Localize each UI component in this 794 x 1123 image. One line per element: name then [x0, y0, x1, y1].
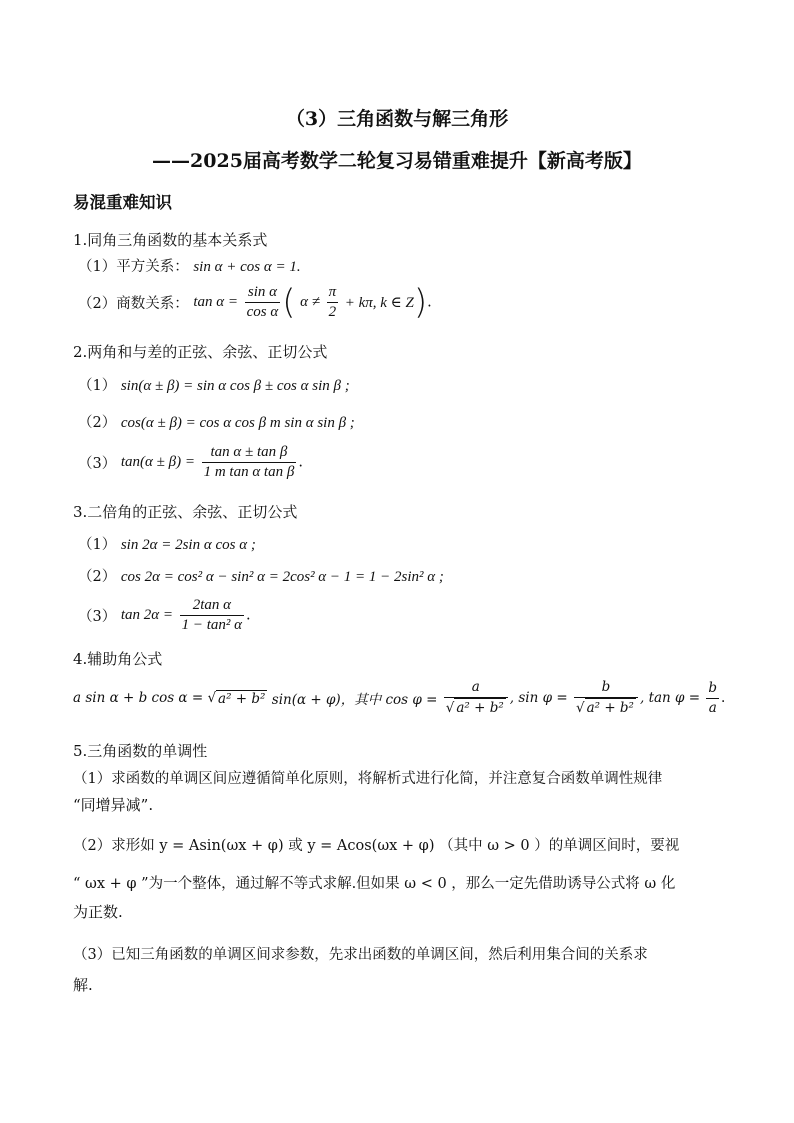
- s1-heading: 1.同角三角函数的基本关系式: [73, 231, 268, 249]
- s1-item2-cond-pre: α ≠: [300, 294, 320, 310]
- s1-item1-label: （1）平方关系：: [78, 259, 189, 275]
- text-line: 为正数.: [73, 903, 123, 921]
- s3-item3-fraction: [180, 596, 244, 635]
- text-line: “ ωx + φ ”为一个整体，通过解不等式求解.但如果 ω < 0 ，那么一定先借助诱导公式将 ω 化: [73, 876, 676, 892]
- s3-item1-formula: sin 2α = 2sin α cos α ;: [120, 537, 256, 553]
- s3-item2-label: （2）: [78, 569, 117, 585]
- s1-item2-lhs: tan α =: [193, 294, 239, 310]
- s2-item3-lhs: tan(α ± β) =: [120, 454, 195, 470]
- sqrt-icon: √: [575, 700, 585, 716]
- s1-item2-cond-fraction: [327, 283, 339, 322]
- s1-item1: [78, 255, 301, 276]
- s3-item3: [78, 596, 251, 635]
- fraction-denominator: 1 − tan² α: [181, 617, 243, 633]
- s2-item1-label: （1）: [78, 378, 117, 394]
- s1-item1-formula: sin α + cos α = 1.: [193, 259, 301, 275]
- s5-paragraph-1: [73, 769, 728, 815]
- s5-paragraph-2: [73, 836, 728, 922]
- s2-heading: 2.两角和与差的正弦、余弦、正切公式: [73, 343, 328, 361]
- s4-frac-cos: [444, 678, 508, 718]
- s2-item3-label: （3）: [78, 456, 117, 472]
- fraction-denominator: 1 m tan α tan β: [203, 464, 295, 480]
- s2-item3: [78, 443, 303, 482]
- fraction-denominator: a: [708, 699, 717, 716]
- s5-heading: 5.三角函数的单调性: [73, 742, 208, 760]
- left-paren: (: [282, 282, 296, 323]
- s2-item2-label: （2）: [78, 415, 117, 431]
- fraction-numerator: π: [327, 283, 339, 303]
- fraction-denominator: cos α: [246, 304, 279, 320]
- fraction-numerator: b: [574, 678, 638, 698]
- text-line: 解.: [73, 976, 93, 994]
- sqrt-radicand: a² + b²: [456, 700, 504, 716]
- fraction-denominator: 2: [328, 304, 337, 320]
- text-line: （3）已知三角函数的单调区间求参数，先求出函数的单调区间，然后利用集合间的关系求: [73, 947, 648, 963]
- s3-heading: 3.二倍角的正弦、余弦、正切公式: [73, 503, 298, 521]
- sqrt-icon: √: [207, 690, 217, 706]
- text-line: （1）求函数的单调区间应遵循简单化原则，将解析式进行化简，并注意复合函数单调性规律: [73, 771, 663, 787]
- document-title: （3）三角函数与解三角形: [285, 108, 509, 130]
- s3-item1-label: （1）: [78, 537, 117, 553]
- s4-frac-tan: [706, 679, 719, 718]
- s2-item1: [78, 374, 350, 395]
- s4-heading: 4.辅助角公式: [73, 650, 163, 668]
- period: .: [721, 690, 726, 706]
- s4-formula-part: a sin α + b cos α =: [73, 690, 208, 706]
- text-line: （2）求形如 y = Asin(ωx + φ) 或 y = Acos(ωx + φ) （其中 ω > 0 ）的单调区间时，要视: [73, 838, 680, 854]
- text-line: “同增异减”.: [73, 796, 154, 814]
- s5-paragraph-3: [73, 945, 728, 995]
- s3-item2: [78, 565, 444, 586]
- s4-formula-part: , sin φ =: [509, 690, 568, 706]
- section-heading: 易混重难知识: [73, 193, 172, 212]
- s4-formula: [73, 678, 725, 718]
- fraction-numerator: tan α ± tan β: [202, 443, 297, 463]
- s3-item1: [78, 533, 256, 554]
- s4-formula-part: sin(α + φ)，其中 cos φ =: [267, 692, 438, 708]
- s2-item1-formula: sin(α ± β) = sin α cos β ± cos α sin β ;: [120, 378, 350, 394]
- s1-item2-cond-post: + kπ, k ∈ Z: [344, 295, 414, 311]
- s1-item2: [78, 283, 432, 322]
- fraction-denominator: [574, 698, 638, 718]
- s1-item2-label: （2）商数关系：: [78, 296, 189, 312]
- period: .: [298, 454, 303, 471]
- s3-item3-lhs: tan 2α =: [120, 607, 174, 623]
- s3-item2-formula: cos 2α = cos² α − sin² α = 2cos² α − 1 = 1 − 2sin² α ;: [120, 569, 444, 585]
- s1-item2-fraction: [245, 283, 281, 322]
- fraction-numerator: b: [706, 679, 719, 699]
- right-paren: ): [413, 282, 428, 323]
- s4-frac-sin: [574, 678, 638, 718]
- sqrt-radicand: a² + b²: [586, 700, 634, 716]
- s2-item3-fraction: [202, 443, 297, 482]
- fraction-numerator: 2tan α: [180, 596, 244, 616]
- period: .: [246, 607, 251, 624]
- fraction-numerator: a: [444, 678, 508, 698]
- sqrt-icon: √: [445, 700, 455, 716]
- s3-item3-label: （3）: [78, 609, 117, 625]
- s4-formula-part: , tan φ =: [639, 690, 701, 706]
- s4-sqrt-radicand: a² + b²: [218, 690, 266, 707]
- fraction-denominator: [444, 698, 508, 718]
- fraction-numerator: sin α: [245, 283, 281, 303]
- s2-item2: [78, 411, 355, 432]
- period: .: [427, 294, 432, 311]
- s2-item2-formula: cos(α ± β) = cos α cos β m sin α sin β ;: [120, 415, 355, 431]
- document-subtitle: ——2025届高考数学二轮复习易错重难提升【新高考版】: [152, 150, 642, 172]
